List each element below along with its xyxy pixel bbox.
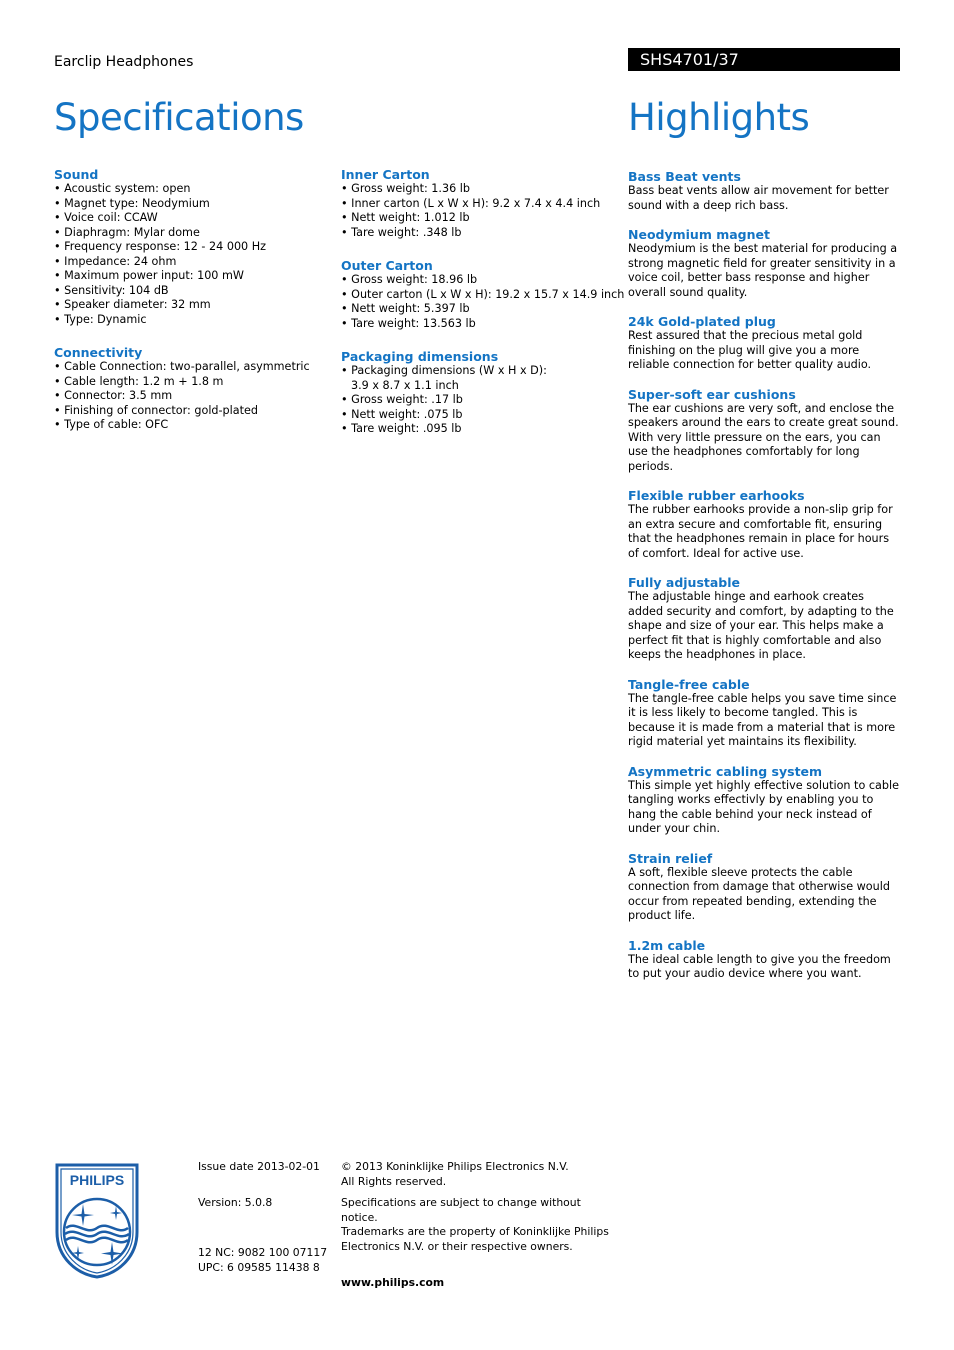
disclaimer-line-3: Electronics N.V. or their respective owners. bbox=[341, 1239, 573, 1253]
highlight-item bbox=[628, 228, 900, 300]
spec-item: • Tare weight: 13.563 lb bbox=[341, 317, 631, 332]
highlight-text: The ear cushions are very soft, and enclose the speakers around the ears to create great sound. With very little pressure on the ears, you can use the headphones comfortably for long periods. bbox=[628, 401, 899, 473]
spec-item: • Connector: 3.5 mm bbox=[54, 389, 334, 404]
spec-item: • Outer carton (L x W x H): 19.2 x 15.7 x 14.9 inch bbox=[341, 288, 631, 303]
spec-item: • Frequency response: 12 - 24 000 Hz bbox=[54, 240, 334, 255]
spec-list bbox=[341, 273, 631, 331]
highlight-title: Tangle-free cable bbox=[628, 676, 750, 692]
highlight-item bbox=[628, 315, 900, 373]
highlight-title: Flexible rubber earhooks bbox=[628, 488, 805, 503]
upc-number: UPC: 6 09585 11438 8 bbox=[198, 1260, 320, 1274]
highlight-text: A soft, flexible sleeve protects the cable connection from damage that otherwise would occur from repeated bending, extending the product life. bbox=[628, 865, 890, 922]
spec-section-title: Packaging dimensions bbox=[341, 349, 499, 364]
highlight-title: Asymmetric cabling system bbox=[628, 763, 823, 779]
highlight-title: Strain relief bbox=[628, 850, 713, 866]
highlight-text: Rest assured that the precious metal gold finishing on the plug will give you a more reliable connection for better quality audio. bbox=[628, 329, 872, 371]
highlight-text: The rubber earhooks provide a non-slip grip for an extra secure and comfortable fit, ensuring that the headphones remain in place for hours of comfort. Ideal for active use. bbox=[628, 503, 893, 560]
version: Version: 5.0.8 bbox=[198, 1195, 273, 1209]
spec-item: • Voice coil: CCAW bbox=[54, 211, 334, 226]
highlight-text: The ideal cable length to give you the freedom to put your audio device where you want. bbox=[628, 952, 891, 980]
website-link[interactable]: www.philips.com bbox=[341, 1276, 445, 1289]
spec-section-title: Connectivity bbox=[54, 345, 143, 360]
spec-section-title: Outer Carton bbox=[341, 258, 433, 273]
highlight-item bbox=[628, 388, 900, 475]
spec-item: • Nett weight: 1.012 lb bbox=[341, 211, 631, 226]
highlight-text: The tangle-free cable helps you save time since it is less likely to become tangled. This is because it is made from a material that is more rigid material yet maintains its flexibility. bbox=[628, 691, 897, 748]
spec-item: • Speaker diameter: 32 mm bbox=[54, 298, 334, 313]
spec-item: • Acoustic system: open bbox=[54, 182, 334, 197]
spec-item: • Diaphragm: Mylar dome bbox=[54, 226, 334, 241]
highlights-column bbox=[628, 170, 900, 997]
spec-list bbox=[54, 360, 334, 433]
spec-item: • Tare weight: .348 lb bbox=[341, 226, 631, 241]
spec-item: • Gross weight: .17 lb bbox=[341, 393, 631, 408]
highlight-title: 1.2m cable bbox=[628, 937, 706, 953]
specs-column-left bbox=[54, 168, 334, 452]
spec-item: • Cable length: 1.2 m + 1.8 m bbox=[54, 375, 334, 390]
spec-item: • Tare weight: .095 lb bbox=[341, 422, 631, 437]
highlight-item bbox=[628, 678, 900, 750]
highlight-title: Bass Beat vents bbox=[628, 169, 741, 184]
spec-section-title: Inner Carton bbox=[341, 167, 430, 182]
spec-item: • Maximum power input: 100 mW bbox=[54, 269, 334, 284]
spec-item: • Nett weight: 5.397 lb bbox=[341, 302, 631, 317]
spec-item: • Inner carton (L x W x H): 9.2 x 7.4 x 4.4 inch bbox=[341, 197, 631, 212]
specs-column-right bbox=[341, 168, 631, 456]
model-number-badge: SHS4701/37 bbox=[628, 48, 900, 71]
highlight-text: The adjustable hinge and earhook creates added security and comfort, by adapting to the shape and size of your ear. This helps make a perfect fit that is highly comfortable and also keeps the headphones in place. bbox=[628, 590, 894, 661]
spec-item: • Magnet type: Neodymium bbox=[54, 197, 334, 212]
specifications-title: Specifications bbox=[54, 96, 304, 139]
spec-item: • Nett weight: .075 lb bbox=[341, 408, 631, 423]
highlight-title: Neodymium magnet bbox=[628, 227, 770, 242]
footer-document-info bbox=[198, 1160, 333, 1275]
spec-item: • Sensitivity: 104 dB bbox=[54, 284, 334, 299]
highlights-title: Highlights bbox=[628, 96, 810, 139]
highlight-text: Neodymium is the best material for producing a strong magnetic field for greater sensitivity in a voice coil, better bass response and higher overall sound quality. bbox=[628, 242, 898, 299]
spec-section-title: Sound bbox=[54, 167, 99, 182]
disclaimer-line-1: Specifications are subject to change without notice. bbox=[341, 1196, 581, 1224]
spec-item: • Cable Connection: two-parallel, asymmetric bbox=[54, 360, 334, 375]
spec-item: • Packaging dimensions (W x H x D): bbox=[341, 364, 631, 379]
product-category: Earclip Headphones bbox=[54, 54, 194, 70]
spec-list bbox=[341, 364, 631, 437]
highlight-item bbox=[628, 939, 900, 982]
spec-item: • Gross weight: 18.96 lb bbox=[341, 273, 631, 288]
highlight-item bbox=[628, 852, 900, 924]
footer-legal bbox=[341, 1160, 611, 1291]
highlight-text: This simple yet highly effective solution to cable tangling works effectivly by enabling you to hang the cable behind your neck instead of under your chin. bbox=[628, 778, 899, 835]
spec-list bbox=[54, 182, 334, 327]
highlight-title: Fully adjustable bbox=[628, 575, 741, 590]
nc-number: 12 NC: 9082 100 07117 bbox=[198, 1246, 328, 1259]
disclaimer-line-2: Trademarks are the property of Koninklijke Philips bbox=[341, 1225, 609, 1238]
highlight-item bbox=[628, 170, 900, 213]
philips-wordmark: PHILIPS bbox=[69, 1172, 125, 1188]
highlight-item bbox=[628, 576, 900, 663]
highlight-item bbox=[628, 765, 900, 837]
highlight-title: 24k Gold-plated plug bbox=[628, 314, 776, 329]
highlight-text: Bass beat vents allow air movement for better sound with a deep rich bass. bbox=[628, 184, 889, 212]
highlight-item bbox=[628, 489, 900, 561]
issue-date: Issue date 2013-02-01 bbox=[198, 1160, 320, 1173]
copyright: © 2013 Koninklijke Philips Electronics N.V. bbox=[341, 1160, 569, 1173]
spec-item: • Type: Dynamic bbox=[54, 313, 334, 328]
spec-item: • Gross weight: 1.36 lb bbox=[341, 182, 631, 197]
highlight-title: Super-soft ear cushions bbox=[628, 386, 796, 402]
spec-item: 3.9 x 8.7 x 1.1 inch bbox=[351, 378, 459, 392]
spec-item: • Impedance: 24 ohm bbox=[54, 255, 334, 270]
spec-list bbox=[341, 182, 631, 240]
spec-item: • Finishing of connector: gold-plated bbox=[54, 404, 334, 419]
rights: All Rights reserved. bbox=[341, 1174, 447, 1188]
philips-shield-logo bbox=[54, 1162, 140, 1283]
spec-item: • Type of cable: OFC bbox=[54, 418, 334, 433]
